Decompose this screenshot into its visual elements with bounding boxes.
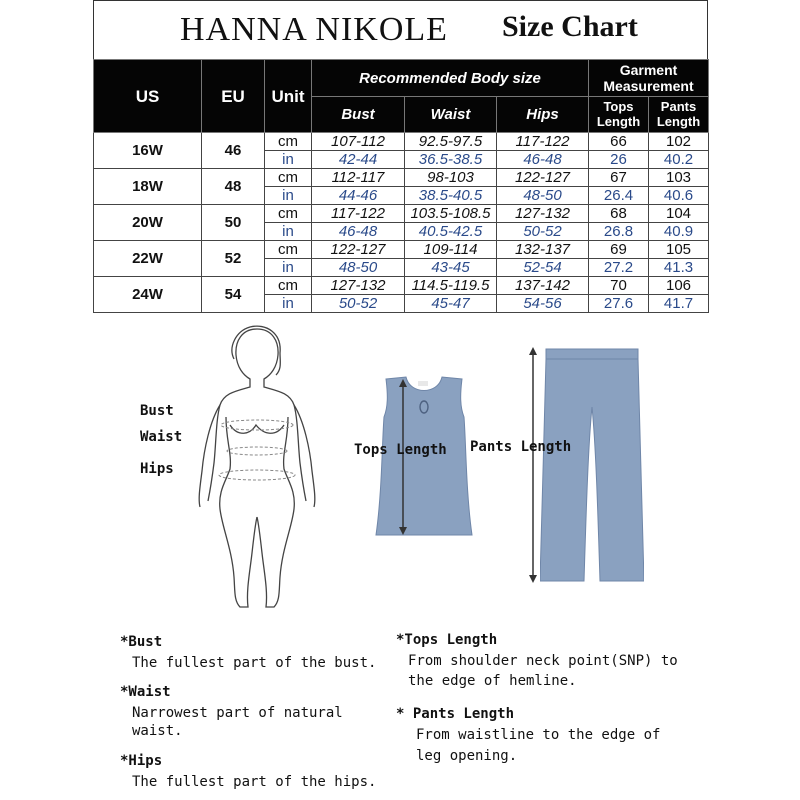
note-hips-heading: *Hips (120, 752, 163, 769)
cell-tops: 26.4 (589, 187, 649, 205)
measurement-illustration (0, 313, 800, 613)
size-table (93, 59, 709, 313)
cell-eu-size: 48 (202, 169, 265, 205)
hips-label: Hips (140, 461, 174, 477)
cell-waist: 98-103 (405, 169, 497, 187)
cell-hips: 46-48 (497, 151, 589, 169)
cell-pants: 40.9 (649, 223, 709, 241)
pants-length-label: Pants Length (470, 439, 572, 455)
note-pants-text-1: From waistline to the edge of (416, 727, 661, 744)
cell-pants: 103 (649, 169, 709, 187)
tops-length-label: Tops Length (354, 442, 447, 458)
cell-unit: in (265, 259, 312, 277)
header-eu: EU (202, 60, 265, 133)
cell-waist: 114.5-119.5 (405, 277, 497, 295)
pants-length-arrow-icon (528, 347, 538, 583)
cell-tops: 68 (589, 205, 649, 223)
cell-hips: 54-56 (497, 295, 589, 313)
note-waist-text: Narrowest part of natural waist. (132, 705, 343, 740)
cell-bust: 122-127 (312, 241, 405, 259)
cell-pants: 41.7 (649, 295, 709, 313)
cell-waist: 92.5-97.5 (405, 133, 497, 151)
cell-bust: 112-117 (312, 169, 405, 187)
table-row (94, 277, 709, 295)
note-bust-heading: *Bust (120, 634, 163, 650)
body-notes (120, 634, 390, 791)
cell-pants: 40.6 (649, 187, 709, 205)
cell-pants: 102 (649, 133, 709, 151)
cell-unit: in (265, 223, 312, 241)
cell-bust: 44-46 (312, 187, 405, 205)
header-tops-line1: Tops (603, 98, 634, 114)
cell-unit: cm (265, 205, 312, 223)
cell-bust: 127-132 (312, 277, 405, 295)
cell-tops: 26 (589, 151, 649, 169)
note-waist-heading: *Waist (120, 684, 171, 701)
cell-hips: 132-137 (497, 241, 589, 259)
header-garment-line2: Measurement (603, 78, 694, 94)
note-hips-text: The fullest part of the hips. (132, 773, 377, 790)
cell-unit: in (265, 151, 312, 169)
header-garment (589, 60, 709, 97)
cell-waist: 43-45 (405, 259, 497, 277)
chart-title: Size Chart (502, 10, 638, 43)
header-unit: Unit (265, 60, 312, 133)
title-banner (93, 0, 708, 59)
cell-unit: cm (265, 169, 312, 187)
cell-tops: 67 (589, 169, 649, 187)
cell-unit: cm (265, 133, 312, 151)
cell-hips: 127-132 (497, 205, 589, 223)
table-row (94, 133, 709, 151)
cell-pants: 40.2 (649, 151, 709, 169)
cell-waist: 109-114 (405, 241, 497, 259)
cell-bust: 42-44 (312, 151, 405, 169)
cell-eu-size: 46 (202, 133, 265, 169)
header-pants-length (649, 97, 709, 133)
cell-us-size: 24W (94, 277, 202, 313)
body-outline-icon (190, 321, 325, 613)
header-waist: Waist (405, 97, 497, 133)
cell-bust: 46-48 (312, 223, 405, 241)
cell-tops: 27.2 (589, 259, 649, 277)
cell-pants: 106 (649, 277, 709, 295)
table-row (94, 205, 709, 223)
header-tops-length (589, 97, 649, 133)
cell-waist: 40.5-42.5 (405, 223, 497, 241)
cell-hips: 52-54 (497, 259, 589, 277)
cell-waist: 38.5-40.5 (405, 187, 497, 205)
cell-pants: 41.3 (649, 259, 709, 277)
cell-waist: 36.5-38.5 (405, 151, 497, 169)
header-tops-line2: Length (596, 113, 641, 129)
table-row (94, 169, 709, 187)
cell-hips: 117-122 (497, 133, 589, 151)
cell-bust: 107-112 (312, 133, 405, 151)
cell-hips: 50-52 (497, 223, 589, 241)
header-pants-line2: Length (656, 113, 701, 129)
header-garment-line1: Garment (619, 61, 678, 78)
cell-bust: 117-122 (312, 205, 405, 223)
header-body-size: Recommended Body size (312, 60, 589, 97)
note-pants-heading: * Pants Length (396, 706, 515, 723)
cell-bust: 48-50 (312, 259, 405, 277)
bust-label: Bust (140, 403, 174, 419)
cell-pants: 104 (649, 205, 709, 223)
cell-us-size: 18W (94, 169, 202, 205)
cell-us-size: 20W (94, 205, 202, 241)
header-hips: Hips (497, 97, 589, 133)
cell-us-size: 22W (94, 241, 202, 277)
note-pants-text-2: leg opening. (416, 747, 518, 764)
cell-unit: in (265, 295, 312, 313)
cell-tops: 69 (589, 241, 649, 259)
cell-unit: cm (265, 241, 312, 259)
garment-notes (396, 632, 696, 765)
table-row (94, 241, 709, 259)
cell-waist: 103.5-108.5 (405, 205, 497, 223)
brand-name: HANNA NIKOLE (180, 11, 448, 48)
note-tops-heading: *Tops Length (396, 632, 498, 648)
note-tops-text-1: From shoulder neck point(SNP) to (408, 653, 678, 669)
cell-waist: 45-47 (405, 295, 497, 313)
cell-eu-size: 54 (202, 277, 265, 313)
cell-tops: 66 (589, 133, 649, 151)
cell-tops: 70 (589, 277, 649, 295)
cell-us-size: 16W (94, 133, 202, 169)
cell-eu-size: 52 (202, 241, 265, 277)
waist-label: Waist (140, 429, 183, 445)
cell-hips: 137-142 (497, 277, 589, 295)
note-tops-text-2: the edge of hemline. (408, 673, 577, 690)
cell-bust: 50-52 (312, 295, 405, 313)
cell-eu-size: 50 (202, 205, 265, 241)
cell-unit: in (265, 187, 312, 205)
cell-tops: 27.6 (589, 295, 649, 313)
cell-pants: 105 (649, 241, 709, 259)
wide-leg-pants-icon (540, 347, 644, 583)
cell-tops: 26.8 (589, 223, 649, 241)
header-pants-line1: Pants (660, 98, 697, 114)
note-bust-text: The fullest part of the bust. (132, 655, 377, 671)
header-bust: Bust (312, 97, 405, 133)
header-us: US (94, 60, 202, 133)
cell-hips: 122-127 (497, 169, 589, 187)
cell-unit: cm (265, 277, 312, 295)
size-chart (93, 0, 708, 313)
cell-hips: 48-50 (497, 187, 589, 205)
